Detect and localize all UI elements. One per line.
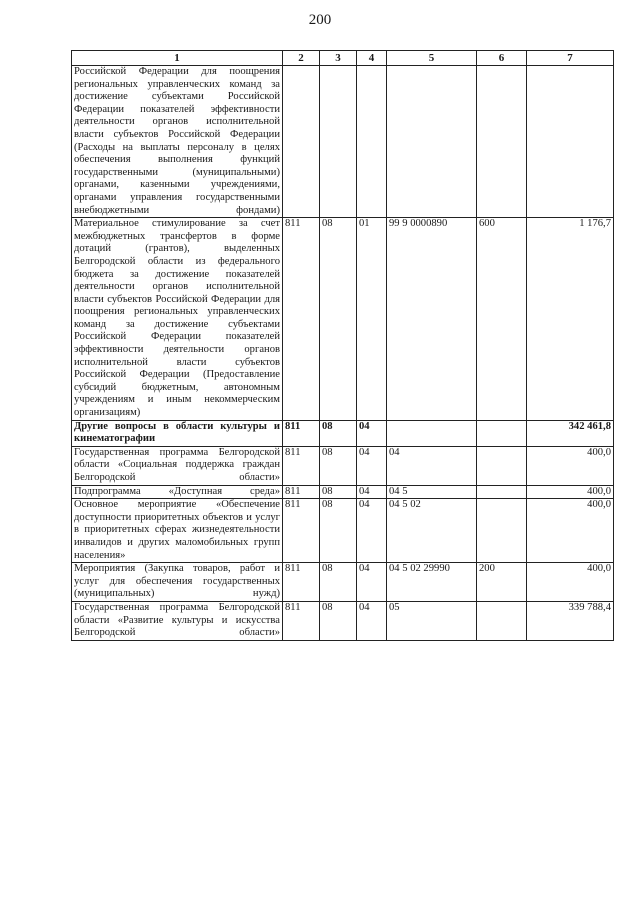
row-target-code: 04 5 02 29990 (387, 563, 477, 602)
row-admin-code: 811 (283, 218, 320, 421)
row-subsection-code: 04 (357, 499, 387, 563)
row-amount (527, 66, 614, 218)
row-target-code: 04 5 02 (387, 499, 477, 563)
row-target-code (387, 66, 477, 218)
row-expense-type: 200 (477, 563, 527, 602)
row-subsection-code: 04 (357, 485, 387, 499)
row-name: Основное мероприятие «Обеспечение доступности приоритетных объектов и услуг в приоритетных сферах жизнедеятельности инвалидов и других маломобильных групп населения» (72, 499, 283, 563)
row-section-code: 08 (320, 485, 357, 499)
row-name: Мероприятия (Закупка товаров, работ и услуг для обеспечения государственных (муниципальных) нужд) (72, 563, 283, 602)
table-row (72, 601, 614, 640)
header-col-1: 1 (72, 51, 283, 66)
row-target-code: 05 (387, 601, 477, 640)
table-header-row (72, 51, 614, 66)
row-admin-code: 811 (283, 485, 320, 499)
row-name: Материальное стимулирование за счет межбюджетных трансфертов в форме дотаций (грантов), выделенных Белгородской области из федерального бюджета за достижение показателей деятельности органов исполнительной власти субъектов Российской Федерации для поощрения региональных управленческих команд за достижение субъектами Российской Федерации показателей эффективности деятельности органов исполнительной власти субъектов Российской Федерации (Предоставление субсидий бюджетным, автономным учреждениям и иным некоммерческим организациям) (72, 218, 283, 421)
row-expense-type (477, 446, 527, 485)
table-row (72, 218, 614, 421)
row-target-code: 99 9 0000890 (387, 218, 477, 421)
row-admin-code: 811 (283, 563, 320, 602)
row-admin-code (283, 66, 320, 218)
row-name: Государственная программа Белгородской области «Развитие культуры и искусства Белгородской области» (72, 601, 283, 640)
row-section-code: 08 (320, 420, 357, 446)
table-row (72, 485, 614, 499)
row-expense-type (477, 485, 527, 499)
row-expense-type (477, 499, 527, 563)
row-name: Государственная программа Белгородской области «Социальная поддержка граждан Белгородской области» (72, 446, 283, 485)
row-name: Российской Федерации для поощрения региональных управленческих команд за достижение субъектами Российской Федерации показателей эффективности деятельности органов исполнительной власти субъектов Российской Федерации (Расходы на выплаты персоналу в целях обеспечения выполнения функций государственными (муниципальными) органами, казенными учреждениями, органами управления государственными внебюджетными фондами) (72, 66, 283, 218)
row-expense-type: 600 (477, 218, 527, 421)
table-row (72, 66, 614, 218)
header-col-7: 7 (527, 51, 614, 66)
header-col-2: 2 (283, 51, 320, 66)
header-col-3: 3 (320, 51, 357, 66)
row-amount: 1 176,7 (527, 218, 614, 421)
row-subsection-code: 04 (357, 563, 387, 602)
row-subsection-code: 04 (357, 601, 387, 640)
table-row (72, 420, 614, 446)
row-admin-code: 811 (283, 601, 320, 640)
row-expense-type (477, 420, 527, 446)
row-name: Подпрограмма «Доступная среда» (72, 485, 283, 499)
table-row (72, 563, 614, 602)
row-amount: 400,0 (527, 446, 614, 485)
row-subsection-code: 01 (357, 218, 387, 421)
row-section-code (320, 66, 357, 218)
row-target-code (387, 420, 477, 446)
page-number: 200 (308, 12, 332, 28)
row-section-code: 08 (320, 499, 357, 563)
header-col-5: 5 (387, 51, 477, 66)
row-admin-code: 811 (283, 499, 320, 563)
header-col-6: 6 (477, 51, 527, 66)
row-section-code: 08 (320, 218, 357, 421)
row-target-code: 04 (387, 446, 477, 485)
row-section-code: 08 (320, 563, 357, 602)
row-subsection-code: 04 (357, 446, 387, 485)
row-amount: 400,0 (527, 485, 614, 499)
row-admin-code: 811 (283, 446, 320, 485)
row-section-code: 08 (320, 601, 357, 640)
header-col-4: 4 (357, 51, 387, 66)
row-amount: 400,0 (527, 499, 614, 563)
row-name: Другие вопросы в области культуры и кинематографии (72, 420, 283, 446)
row-expense-type (477, 601, 527, 640)
row-target-code: 04 5 (387, 485, 477, 499)
row-amount: 400,0 (527, 563, 614, 602)
row-amount: 339 788,4 (527, 601, 614, 640)
row-subsection-code (357, 66, 387, 218)
table-row (72, 499, 614, 563)
row-admin-code: 811 (283, 420, 320, 446)
row-subsection-code: 04 (357, 420, 387, 446)
row-section-code: 08 (320, 446, 357, 485)
budget-table (71, 50, 614, 641)
row-amount: 342 461,8 (527, 420, 614, 446)
table-row (72, 446, 614, 485)
row-expense-type (477, 66, 527, 218)
